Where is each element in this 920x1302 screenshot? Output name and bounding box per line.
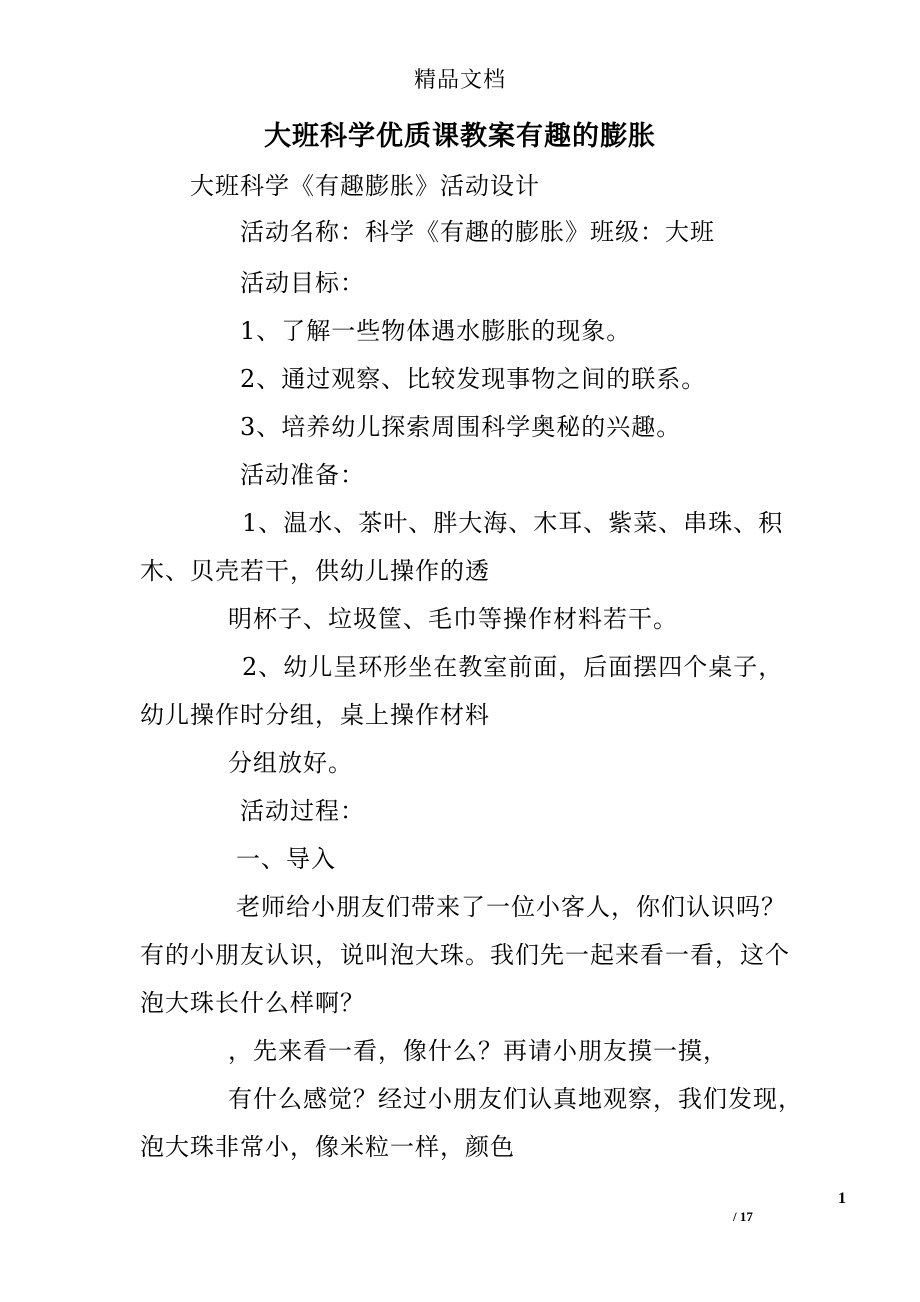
document-title: 大班科学优质课教案有趣的膨胀	[264, 121, 656, 152]
document-subtitle: 大班科学《有趣膨胀》活动设计	[190, 172, 540, 200]
text-line: 明杯子、垃圾筐、毛巾等操作材料若干。	[228, 605, 678, 633]
text-line: 2、通过观察、比较发现事物之间的联系。	[240, 365, 707, 393]
text-line: 木、贝壳若干，供幼儿操作的透	[140, 557, 490, 585]
text-line: 幼儿操作时分组，桌上操作材料	[140, 701, 490, 729]
text-line: 一、导入	[236, 845, 336, 873]
text-line: 老师给小朋友们带来了一位小客人，你们认识吗？	[236, 893, 786, 921]
text-line: 有的小朋友认识，说叫泡大珠。我们先一起来看一看，这个	[140, 941, 790, 969]
text-line: 1、了解一些物体遇水膨胀的现象。	[240, 317, 632, 345]
page-number: 1	[838, 1190, 846, 1207]
text-line: 活动目标：	[240, 269, 365, 297]
text-line: 1、温水、茶叶、胖大海、木耳、紫菜、串珠、积	[242, 509, 784, 537]
text-line: 2、幼儿呈环形坐在教室前面，后面摆四个桌子，	[242, 653, 784, 681]
text-line: 3、培养幼儿探索周围科学奥秘的兴趣。	[240, 413, 682, 441]
text-line: 活动过程：	[240, 797, 365, 825]
text-line: ，先来看一看，像什么？再请小朋友摸一摸，	[228, 1037, 728, 1065]
text-line: 泡大珠非常小，像米粒一样，颜色	[140, 1133, 515, 1161]
text-line: 分组放好。	[228, 749, 353, 777]
text-line: 活动名称：科学《有趣的膨胀》班级：大班	[240, 218, 715, 246]
text-line: 有什么感觉？经过小朋友们认真地观察，我们发现，	[228, 1085, 803, 1113]
page-header: 精品文档	[413, 68, 506, 93]
text-line: 活动准备：	[240, 461, 365, 489]
page-total: / 17	[733, 1209, 753, 1224]
text-line: 泡大珠长什么样啊？	[140, 989, 365, 1017]
